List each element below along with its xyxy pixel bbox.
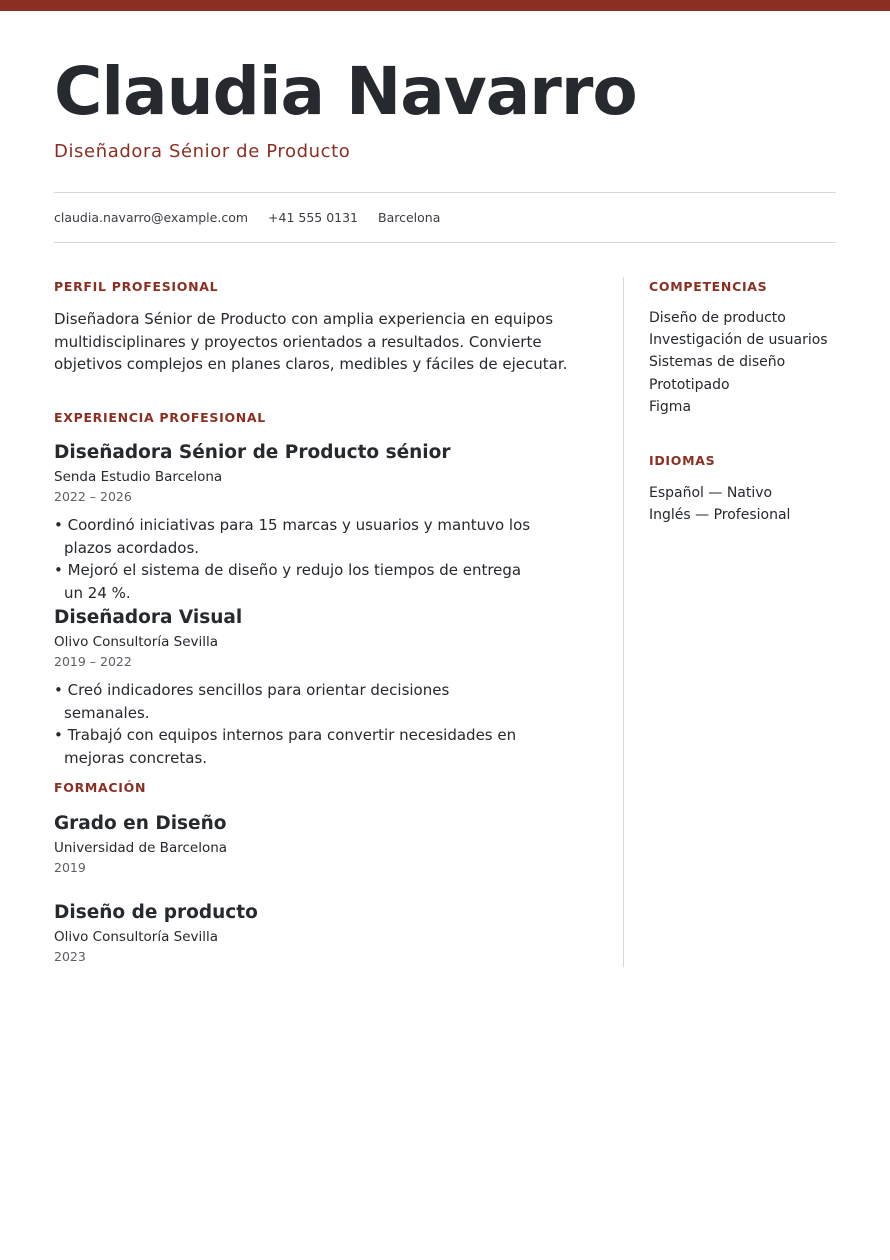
education-school: Universidad de Barcelona <box>54 840 228 856</box>
job-bullet: • Coordinó iniciativas para 15 marcas y usuarios y mantuvo los plazos acordados. <box>54 516 531 557</box>
header-divider-top <box>54 192 836 193</box>
job-dates: 2019 – 2022 <box>54 654 132 669</box>
candidate-name: Claudia Navarro <box>54 53 637 130</box>
job-bullet: • Creó indicadores sencillos para orientar decisiones semanales. <box>54 681 450 722</box>
job-company: Senda Estudio Barcelona <box>54 469 223 485</box>
skill-item: Prototipado <box>649 376 730 393</box>
skill-item: Diseño de producto <box>649 310 786 326</box>
profile-section-title: PERFIL PROFESIONAL <box>54 279 219 294</box>
header-divider-bottom <box>54 242 836 243</box>
experience-section-title: EXPERIENCIA PROFESIONAL <box>54 410 266 425</box>
job-bullet: • Mejoró el sistema de diseño y redujo los tiempos de entrega un 24 %. <box>54 561 522 602</box>
job-title: Diseñadora Visual <box>54 607 243 628</box>
skill-item: Figma <box>649 398 692 415</box>
skills-list <box>649 307 828 418</box>
contact-row <box>54 209 440 227</box>
language-item: Inglés — Profesional <box>649 507 791 524</box>
languages-section-title: IDIOMAS <box>649 453 716 468</box>
education-school: Olivo Consultoría Sevilla <box>54 929 219 945</box>
job-dates: 2022 – 2026 <box>54 489 132 504</box>
top-accent-bar <box>0 0 890 11</box>
skill-item: Investigación de usuarios <box>649 332 828 349</box>
education-title: Grado en Diseño <box>54 813 227 834</box>
education-title: Diseño de producto <box>54 902 258 923</box>
education-year: 2023 <box>54 949 86 964</box>
job-bullet: • Trabajó con equipos internos para convertir necesidades en mejoras concretas. <box>54 726 517 767</box>
contact-location: Barcelona <box>378 210 441 225</box>
language-item: Español — Nativo <box>649 485 773 501</box>
skills-section-title: COMPETENCIAS <box>649 279 768 294</box>
job-company: Olivo Consultoría Sevilla <box>54 634 219 650</box>
candidate-role: Diseñadora Sénior de Producto <box>54 141 351 162</box>
job-bullets <box>54 514 539 604</box>
job-bullets <box>54 679 539 769</box>
job-title: Diseñadora Sénior de Producto sénior <box>54 442 451 463</box>
profile-text: Diseñadora Sénior de Producto con amplia experiencia en equipos multidisciplinares y proyectos orientados a resultados. Convierte objetivos complejos en planes claros, medibles y fáciles de ejecutar. <box>54 310 568 373</box>
contact-email[interactable]: claudia.navarro@example.com <box>54 210 249 225</box>
education-section-title: FORMACIÓN <box>54 780 147 795</box>
column-divider <box>623 277 624 967</box>
languages-list <box>649 482 790 526</box>
education-year: 2019 <box>54 860 86 875</box>
skill-item: Sistemas de diseño <box>649 354 786 371</box>
contact-phone[interactable]: +41 555 0131 <box>268 210 359 225</box>
